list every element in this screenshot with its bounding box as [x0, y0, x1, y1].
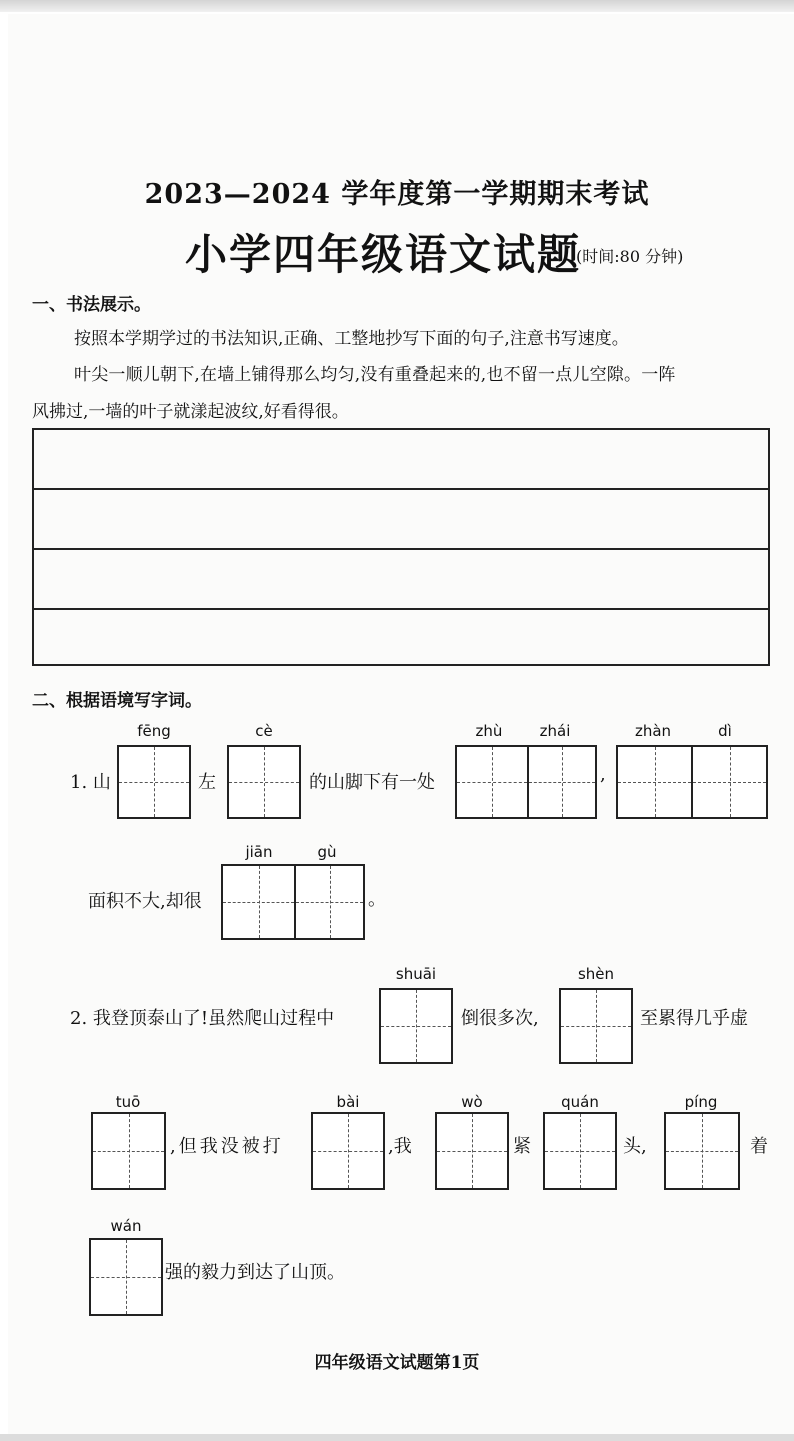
q1-text-mianji: 面积不大,却很: [88, 891, 202, 912]
q1-text-zuo: 左: [198, 772, 216, 793]
q1-comma: ,: [600, 764, 606, 785]
section1-heading: 一、书法展示。: [32, 295, 151, 315]
writing-line: [34, 608, 768, 610]
section2-heading: 二、根据语境写字词。: [32, 691, 202, 711]
q2-text-danwo: ,但我没被打: [170, 1136, 284, 1157]
pinyin-wo: wò: [461, 1093, 483, 1111]
q2-text-end: 强的毅力到达了山顶。: [165, 1262, 345, 1283]
top-edge: [0, 0, 794, 12]
writing-line: [34, 488, 768, 490]
writing-line: [34, 548, 768, 550]
pinyin-quan: quán: [561, 1093, 599, 1111]
paper-subtitle: 小学四年级语文试题: [185, 230, 582, 279]
q2-box-shuai[interactable]: [379, 988, 453, 1064]
passage-line-1: 叶尖一顺儿朝下,在墙上铺得那么均匀,没有重叠起来的,也不留一点儿空隙。一阵: [74, 365, 676, 385]
q1-box-feng[interactable]: [117, 745, 191, 819]
q1-box-zhuzhai[interactable]: [455, 745, 597, 819]
q1-text-shanjiao: 的山脚下有一处: [309, 772, 435, 793]
pinyin-ping: píng: [684, 1093, 718, 1111]
q2-text-jin: 紧: [513, 1136, 531, 1157]
q2-text-zhe: 着: [750, 1136, 768, 1157]
passage-line-2: 风拂过,一墙的叶子就漾起波纹,好看得很。: [32, 402, 349, 422]
q1-text-start: 1. 山: [70, 772, 111, 793]
q2-box-wo[interactable]: [435, 1112, 509, 1190]
q2-box-quan[interactable]: [543, 1112, 617, 1190]
q1-period: 。: [368, 889, 386, 910]
pinyin-bai: bài: [336, 1093, 360, 1111]
pinyin-jian: jiān: [245, 843, 273, 861]
q2-box-bai[interactable]: [311, 1112, 385, 1190]
q1-box-jiangu[interactable]: [221, 864, 365, 940]
pinyin-zhan: zhàn: [634, 722, 672, 740]
pinyin-zhai: zhái: [539, 722, 571, 740]
q2-box-shen[interactable]: [559, 988, 633, 1064]
q1-box-ce[interactable]: [227, 745, 301, 819]
pinyin-shen: shèn: [577, 965, 615, 983]
q1-box-zhandi[interactable]: [616, 745, 768, 819]
pinyin-ce: cè: [255, 722, 273, 740]
pinyin-shuai: shuāi: [395, 965, 437, 983]
q2-box-wan[interactable]: [89, 1238, 163, 1316]
q2-text-tou: 头,: [623, 1136, 647, 1157]
bottom-edge: [0, 1434, 794, 1441]
pinyin-zhu: zhù: [475, 722, 503, 740]
q2-text-wo: ,我: [388, 1136, 412, 1157]
q2-text-zhilei: 至累得几乎虚: [640, 1008, 748, 1029]
q2-text-daohen: 倒很多次,: [461, 1008, 539, 1029]
q2-box-ping[interactable]: [664, 1112, 740, 1190]
section1-instruction: 按照本学期学过的书法知识,正确、工整地抄写下面的句子,注意书写速度。: [74, 329, 629, 349]
pinyin-wan: wán: [110, 1217, 142, 1235]
exam-title: 2023—2024 学年度第一学期期末考试: [144, 179, 650, 210]
pinyin-di: dì: [718, 722, 732, 740]
time-limit: (时间:80 分钟): [576, 247, 684, 266]
q2-text-start: 2. 我登顶泰山了!虽然爬山过程中: [70, 1008, 335, 1029]
copy-writing-area[interactable]: [32, 428, 770, 666]
page-footer: 四年级语文试题第1页: [314, 1353, 480, 1373]
pinyin-tuo: tuō: [115, 1093, 141, 1111]
pinyin-feng: fēng: [137, 722, 171, 740]
pinyin-gu: gù: [317, 843, 337, 861]
q2-box-tuo[interactable]: [91, 1112, 166, 1190]
